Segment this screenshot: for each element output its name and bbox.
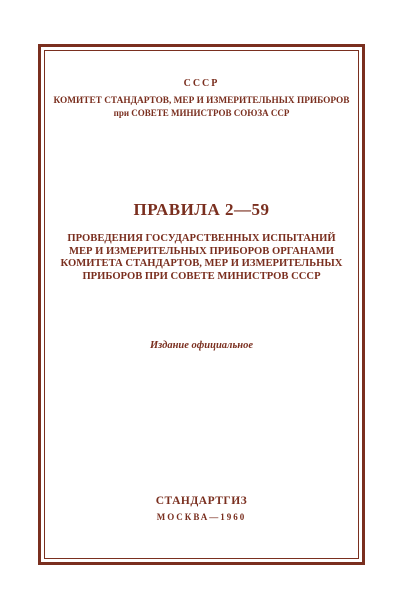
- subtitle-line-3: КОМИТЕТА СТАНДАРТОВ, МЕР И ИЗМЕРИТЕЛЬНЫХ: [60, 258, 343, 269]
- city-year: МОСКВА—1960: [156, 512, 247, 522]
- document-subtitle: [56, 233, 347, 283]
- header-country: СССР: [183, 78, 220, 89]
- edition-label: Издание официальное: [149, 340, 253, 351]
- subtitle-line-2: МЕР И ИЗМЕРИТЕЛЬНЫХ ПРИБОРОВ ОРГАНАМИ: [68, 245, 335, 257]
- document-title: ПРАВИЛА 2—59: [133, 200, 270, 219]
- header-council: при СОВЕТЕ МИНИСТРОВ СОЮЗА ССР: [113, 108, 290, 118]
- publisher-name: СТАНДАРТГИЗ: [155, 495, 248, 507]
- subtitle-line-1: ПРОВЕДЕНИЯ ГОСУДАРСТВЕННЫХ ИСПЫТАНИЙ: [67, 233, 336, 244]
- subtitle-line-4: ПРИБОРОВ ПРИ СОВЕТЕ МИНИСТРОВ СССР: [82, 270, 321, 282]
- header-committee: КОМИТЕТ СТАНДАРТОВ, МЕР И ИЗМЕРИТЕЛЬНЫХ ПРИБОРОВ: [53, 96, 350, 106]
- inner-frame-border: [44, 50, 359, 559]
